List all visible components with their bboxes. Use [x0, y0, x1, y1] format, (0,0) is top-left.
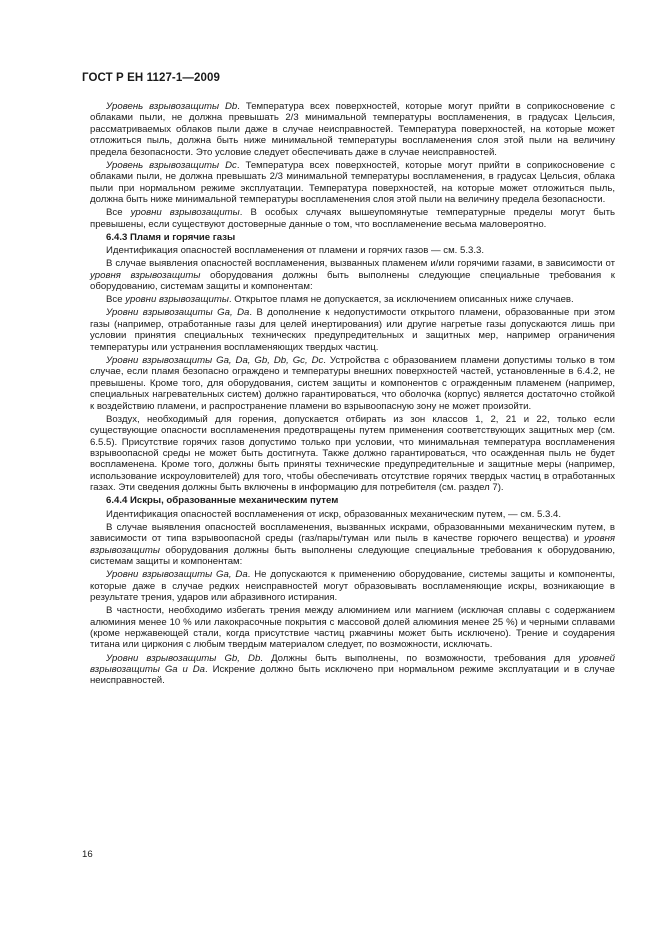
paragraph-text: . Искрение должно быть исключено при нормальном режиме эксплуатации и в случае неисправностей. — [90, 664, 615, 687]
paragraph-text: . Устройства с образованием пламени допустимы только в том случае, если пламя безопасно ограждено и температуры внешних поверхностей частей, установленные в 6.4.2, не превышены. Кроме того, для оборудования, систем защиты и компонентов с огражденным пламенем (например, специальных нагревательных систем) должно гарантироваться, что оболочка (корпус) является достаточно стойкой к воздействию пламени, и распространение пламени во взрывоопасную зону не может произойти. — [90, 354, 615, 412]
paragraph — [90, 245, 615, 256]
italic-term: Уровни взрывозащиты Ga, Da, Gb, Db, Gc, Dc — [106, 354, 324, 366]
paragraph-text: . Температура всех поверхностей, которые могут прийти в соприкосновение с облаками пыли, не должна превышать 2/3 минимальной температуры воспламенения, в градусах Цельсия, рассматриваемых облаков пыли даже в случае неисправностей. Температура поверхностей, на которые может отложиться пыль, должна быть ниже минимальной температуры воспламенения слоя этой пыли на величину предела безопасности. Это условие следует обеспечивать даже в случае неисправностей. — [90, 101, 616, 158]
paragraph — [90, 307, 615, 353]
document-body — [90, 101, 615, 689]
paragraph — [90, 207, 615, 230]
section-heading: 6.4.3 Пламя и горячие газы — [106, 231, 236, 243]
paragraph-text: . Должны быть выполнены, по возможности, требования для — [260, 652, 579, 664]
italic-term: Уровни взрывозащиты Ga, Da — [106, 569, 248, 581]
paragraph-text: . В дополнение к недопустимости открытого пламени, образованные при этом газы (например, отработанные газы для целей инертирования) или другие нагретые газы допускаются лишь при условии принятия специальных технических предупредительных и защитных мер, например ограничения температуры или устранения воспламеняющих твердых частиц. — [90, 307, 615, 353]
paragraph-text: . В особых случаях вышеупомянутые температурные пределы могут быть превышены, если существуют достоверные данные о том, что воспламенение весьма маловероятно. — [90, 207, 616, 230]
paragraph-text: Идентификация опасностей воспламенения от пламени и горячих газов — см. 5.3.3. — [106, 245, 485, 257]
italic-term: уровней взрывозащиты Ga и Da — [90, 652, 615, 676]
section-heading: 6.4.4 Искры, образованные механическим путем — [106, 495, 339, 507]
paragraph — [90, 414, 615, 494]
paragraph-text: Идентификация опасностей воспламенения от искр, образованных механическим путем, — см. 5.3.4. — [106, 508, 562, 520]
italic-term: Уровни взрывозащиты Ga, Da — [106, 307, 250, 319]
italic-term: уровни взрывозащиты — [130, 207, 240, 219]
paragraph-text: Все — [106, 207, 131, 219]
italic-term: уровни взрывозащиты — [125, 294, 229, 306]
paragraph — [90, 355, 615, 412]
paragraph-text: Воздух, необходимый для горения, допускается отбирать из зон классов 1, 2, 21 и 22, только если существующие опасности воспламенения предотвращены путем применения соответствующих защитных мер (см. 6.5.5). Присутствие горячих газов допустимо только при условии, что минимальная температура воспламенения взрывоопасной среды не может быть достигнута. Также должно гарантироваться, что осажденная пыль не будет воспламенена. Кроме того, должны быть приняты технические предупредительные и защитные меры (например, использование искроуловителей) для того, чтобы обеспечивать отсутствие горячих твердых частиц в отработанных газах. Эти сведения должны быть включены в информацию для потребителя (см. раздел 7). — [90, 413, 615, 494]
paragraph — [90, 258, 615, 292]
paragraph-text: оборудования должны быть выполнены следующие специальные требования к оборудованию, системам защиты и компонентам: — [90, 269, 615, 293]
italic-term: уровня взрывозащиты — [90, 269, 201, 281]
paragraph-text: В случае выявления опасностей воспламенения, вызванных искрами, образованными механическим путем, в зависимости от типа взрывоопасной среды (газ/пары/туман или пыль в качестве горючего вещества) и — [90, 521, 615, 545]
paragraph-text: В случае выявления опасностей воспламенения, вызванных пламенем и/или горячими газами, в зависимости от — [106, 258, 615, 270]
document-header: ГОСТ Р ЕН 1127-1—2009 — [82, 72, 220, 84]
italic-term: Уровень взрывозащиты Db — [106, 101, 238, 112]
paragraph-text: Все — [106, 294, 126, 306]
paragraph — [90, 101, 615, 158]
paragraph — [90, 160, 615, 206]
paragraph — [90, 653, 615, 687]
paragraph-text: оборудования должны быть выполнены следующие специальные требования к оборудованию, системам защиты и компонентам: — [90, 544, 615, 567]
paragraph-text: . Открытое пламя не допускается, за исключением описанных ниже случаев. — [228, 294, 574, 306]
paragraph — [90, 522, 615, 568]
paragraph — [90, 294, 615, 305]
paragraph — [90, 569, 615, 603]
italic-term: уровня взрывозащиты — [90, 533, 615, 556]
page-number: 16 — [82, 849, 93, 860]
paragraph-text: . Температура всех поверхностей, которые могут прийти в соприкосновение с облаками пыли, не должна превышать 2/3 минимальной температуры воспламенения, в градусах Цельсия, облака пыли при нормальном режиме эксплуатации. Температура поверхностей, на которые может отложиться пыль, должна быть ниже минимальной температуры воспламенения слоя этой пыли на величину предела безопасности. — [90, 159, 616, 206]
paragraph-text: . Не допускаются к применению оборудование, системы защиты и компоненты, которые даже в случае редких неисправностей могут образовывать воспламеняющие искры, возникающие в результате трения, ударов или абразивного истирания. — [90, 569, 615, 604]
paragraph — [90, 509, 615, 520]
italic-term: Уровень взрывозащиты Dc — [106, 159, 237, 171]
paragraph-text: В частности, необходимо избегать трения между алюминием или магнием (исключая сплавы с содержанием алюминия менее 10 % или лакокрасочные покрытия с массовой долей алюминия менее 25 %) и черными сплавами (кроме нержавеющей стали, когда присутствие частиц ржавчины может быть исключено). Трение и соударения титана или циркония с любым твердым материалом следует, по возможности, исключать. — [90, 605, 615, 651]
italic-term: Уровни взрывозащиты Gb, Db — [106, 652, 261, 664]
paragraph — [90, 605, 615, 651]
